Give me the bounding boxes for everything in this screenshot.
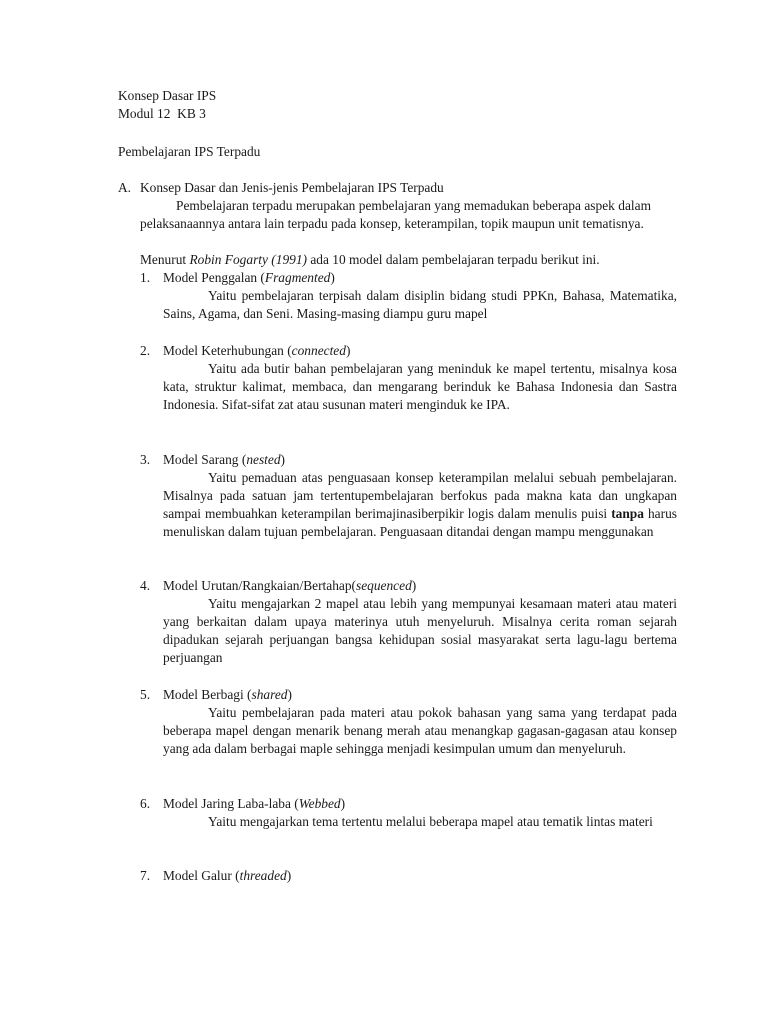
model-description: Yaitu mengajarkan tema tertentu melalui beberapa mapel atau tematik lintas materi <box>208 814 653 829</box>
model-title-close: ) <box>340 796 346 811</box>
model-title <box>163 577 416 595</box>
model-name: Model Penggalan ( <box>163 270 265 285</box>
model-term: Fragmented <box>264 270 331 285</box>
section-intro-paragraph: Pembelajaran terpadu merupakan pembelajaran yang memadukan beberapa aspek dalam pelaksanaannya antara lain terpadu pada konsep, keterampilan, topik maupun unit tematisnya. <box>140 198 651 231</box>
section-title: Konsep Dasar dan Jenis-jenis Pembelajaran IPS Terpadu <box>140 180 444 195</box>
model-name: Model Keterhubungan ( <box>163 343 292 358</box>
model-number: 3. <box>140 452 151 467</box>
model-title-close: ) <box>411 578 417 593</box>
model-description: Yaitu mengajarkan 2 mapel atau lebih yang mempunyai kesamaan materi atau materi yang berkaitan dalam upaya materinya utuh menyeluruh. Misalnya cerita roman sejarah dipadukan sejarah perjuangan bangsa kehidupan sosial masyarakat serta lagu-lagu bertema perjuangan <box>163 596 677 665</box>
model-number: 7. <box>140 868 151 883</box>
model-title-close: ) <box>280 452 285 467</box>
reference-author: Robin Fogarty (1991) <box>189 252 307 267</box>
model-title <box>163 867 291 885</box>
model-number: 2. <box>140 343 151 358</box>
reference-suffix: ada 10 model dalam pembelajaran terpadu berikut ini. <box>307 252 600 267</box>
emphasized-word: tanpa <box>611 506 644 521</box>
model-term: sequenced <box>356 578 412 593</box>
model-title <box>163 269 335 287</box>
model-title-close: ) <box>345 343 351 358</box>
model-number: 4. <box>140 578 151 593</box>
model-term: nested <box>246 452 281 467</box>
section-reference-paragraph <box>140 251 600 269</box>
model-term: connected <box>291 343 346 358</box>
model-term: threaded <box>239 868 287 883</box>
module-label: Modul 12 KB 3 <box>118 106 206 121</box>
model-name: Model Sarang ( <box>163 452 247 467</box>
model-description: Yaitu ada butir bahan pembelajaran yang meninduk ke mapel tertentu, misalnya kosa kata, struktur kalimat, membaca, dan mengarang berinduk ke Bahasa Indonesia dan Sastra Indonesia. Sifat-sifat zat atau susunan materi menginduk ke IPA. <box>163 361 677 412</box>
model-name: Model Jaring Laba-laba ( <box>163 796 299 811</box>
description-text: harus menuliskan dalam tujuan pembelajaran. Penguasaan ditandai dengan mampu menggunakan <box>163 506 677 539</box>
model-term: shared <box>251 687 288 702</box>
reference-prefix: Menurut <box>140 252 190 267</box>
model-title <box>163 342 350 360</box>
course-title: Konsep Dasar IPS <box>118 88 217 103</box>
model-description: Yaitu pembelajaran terpisah dalam disiplin bidang studi PPKn, Bahasa, Matematika, Sains, Agama, dan Seni. Masing-masing diampu guru mapel <box>163 288 677 321</box>
model-name: Model Galur ( <box>163 868 240 883</box>
model-title <box>163 686 292 704</box>
model-title-close: ) <box>330 270 335 285</box>
model-description <box>163 469 677 541</box>
model-title-close: ) <box>286 868 292 883</box>
model-term: Webbed <box>298 796 341 811</box>
model-number: 6. <box>140 796 151 811</box>
document-heading: Pembelajaran IPS Terpadu <box>118 144 261 159</box>
model-description: Yaitu pembelajaran pada materi atau pokok bahasan yang sama yang terdapat pada beberapa mapel dengan menarik benang merah atau menangkap gagasan-gagasan atau konsep yang ada dalam berbagai maple sehingga menjadi kesimpulan umum dan menyeluruh. <box>163 705 677 756</box>
model-number: 1. <box>140 270 151 285</box>
description-text: Yaitu pemaduan atas penguasaan konsep keterampilan melalui sebuah pembelajaran. Misalnya pada satuan jam tertentupembelajaran berfokus pada makna kata dan ungkapan sampai membuahkan keterampilan berimajinasiberpikir logis dalam menulis puisi <box>163 470 677 521</box>
section-letter: A. <box>118 180 132 195</box>
model-name: Model Urutan/Rangkaian/Bertahap( <box>163 578 356 593</box>
model-name: Model Berbagi ( <box>163 687 252 702</box>
model-title-close: ) <box>287 687 292 702</box>
model-title <box>163 795 345 813</box>
model-number: 5. <box>140 687 151 702</box>
model-title <box>163 451 285 469</box>
